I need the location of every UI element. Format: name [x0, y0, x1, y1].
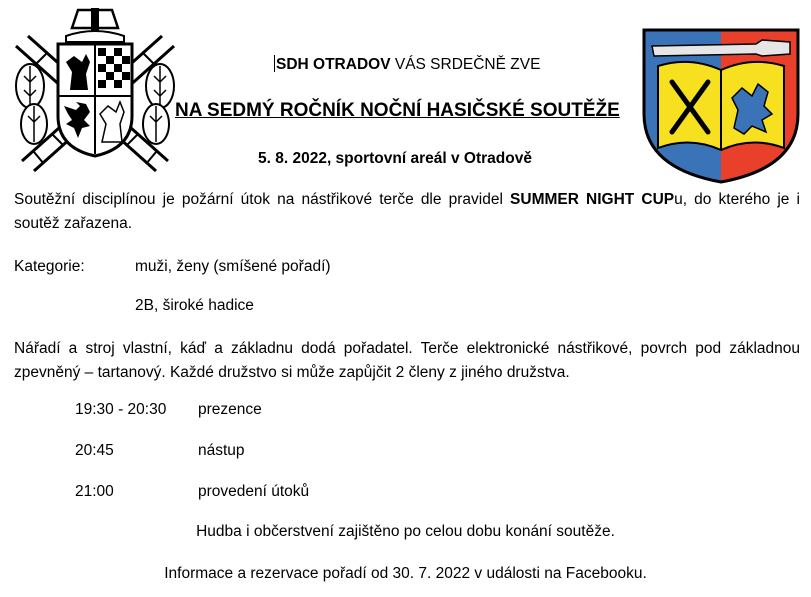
organizer-name: SDH OTRADOV: [276, 56, 391, 73]
discipline-paragraph: [14, 188, 800, 236]
invitation-text: VÁS SRDEČNĚ ZVE: [390, 56, 541, 73]
schedule-event: nástup: [198, 442, 245, 459]
date-place: 5. 8. 2022, sportovní areál v Otradově: [258, 150, 532, 167]
text-cursor: [274, 55, 275, 72]
schedule-time: 19:30 - 20:30: [75, 401, 167, 418]
equipment-paragraph: Nářadí a stroj vlastní, káď a základnu dodá pořadatel. Terče elektronické nástřikové, povrch pod základnou zpevněný – tartanový. Každé družstvo si může zapůjčit 2 členy z jiného družstva.: [14, 340, 800, 381]
categories-line-2: 2B, široké hadice: [135, 297, 254, 314]
schedule-time: 20:45: [75, 442, 114, 459]
categories-label: Kategorie:: [14, 258, 85, 275]
info-note: Informace a rezervace pořadí od 30. 7. 2022 v události na Facebooku.: [164, 565, 647, 582]
otradov-coat-of-arms-icon: [640, 26, 802, 186]
schedule-event: provedení útoků: [198, 483, 310, 500]
cup-name: SUMMER NIGHT CUP: [510, 191, 675, 208]
page-title: NA SEDMÝ ROČNÍK NOČNÍ HASIČSKÉ SOUTĚŽE: [175, 100, 620, 121]
schedule-event: prezence: [198, 401, 262, 418]
refreshments-note: Hudba i občerstvení zajištěno po celou dobu konání soutěže.: [196, 523, 615, 540]
discipline-text-2: u, do kterého je i soutěž zařazena.: [14, 191, 800, 232]
categories-line-1: muži, ženy (smíšené pořadí): [135, 258, 331, 275]
schedule-time: 21:00: [75, 483, 114, 500]
firefighter-emblem-icon: [6, 6, 184, 176]
invitation-line: [274, 55, 540, 74]
discipline-text-1: Soutěžní disciplínou je požární útok na nástřikové terče dle pravidel: [14, 191, 511, 208]
